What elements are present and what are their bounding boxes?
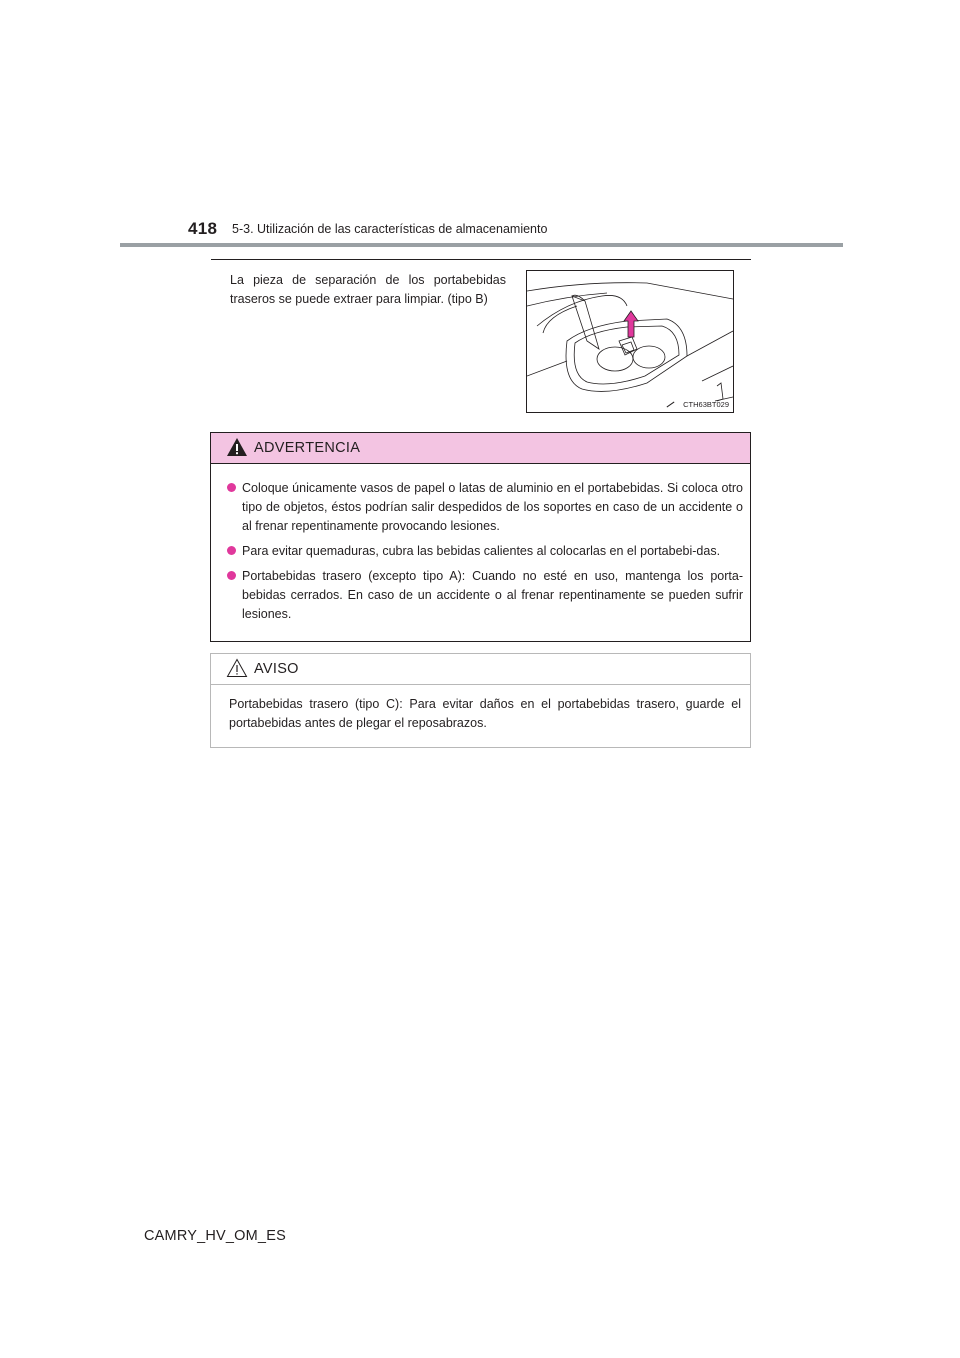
- warning-box: [210, 432, 751, 642]
- warning-item: [227, 567, 743, 624]
- cup-holder-illustration: [527, 271, 733, 412]
- notice-title: AVISO: [254, 661, 299, 677]
- warning-header: [211, 433, 750, 464]
- warning-item: [227, 479, 743, 536]
- caution-triangle-outline-icon: [226, 658, 248, 683]
- notice-header: [211, 654, 750, 685]
- figure-code: CTH63BT029: [683, 400, 729, 409]
- bullet-icon: [227, 483, 236, 492]
- warning-triangle-icon: [226, 437, 248, 462]
- warning-item-text: Coloque únicamente vasos de papel o latas de aluminio en el portabebidas. Si coloca otro tipo de objetos, éstos podrían salir despedidos de los soportes en caso de un accidente o al frenar repentinamente provocando lesiones.: [242, 481, 743, 533]
- page-number: 418: [188, 219, 218, 238]
- cup-holder-figure: [526, 270, 734, 413]
- warning-list: [227, 479, 743, 630]
- warning-item-text: Portabebidas trasero (excepto tipo A): Cuando no esté en uso, mantenga los porta-bebidas cerrados. En caso de un accidente o al frenar repentinamente se pueden sufrir lesiones.: [242, 569, 743, 621]
- notice-box: [210, 653, 751, 748]
- content-top-rule: [211, 259, 751, 260]
- header-rule: [120, 243, 843, 247]
- intro-paragraph: La pieza de separación de los portabebidas traseros se puede extraer para limpiar. (tipo B): [230, 273, 506, 306]
- bullet-icon: [227, 546, 236, 555]
- warning-item-text: Para evitar quemaduras, cubra las bebidas calientes al colocarlas en el portabebi-das.: [242, 544, 721, 558]
- bullet-icon: [227, 571, 236, 580]
- warning-title: ADVERTENCIA: [254, 440, 361, 456]
- document-code: CAMRY_HV_OM_ES: [144, 1228, 286, 1244]
- notice-text: Portabebidas trasero (tipo C): Para evitar daños en el portabebidas trasero, guarde el portabebidas antes de plegar el reposabrazos.: [229, 697, 741, 730]
- section-title: 5-3. Utilización de las características de almacenamiento: [232, 222, 548, 236]
- warning-item: [227, 542, 743, 561]
